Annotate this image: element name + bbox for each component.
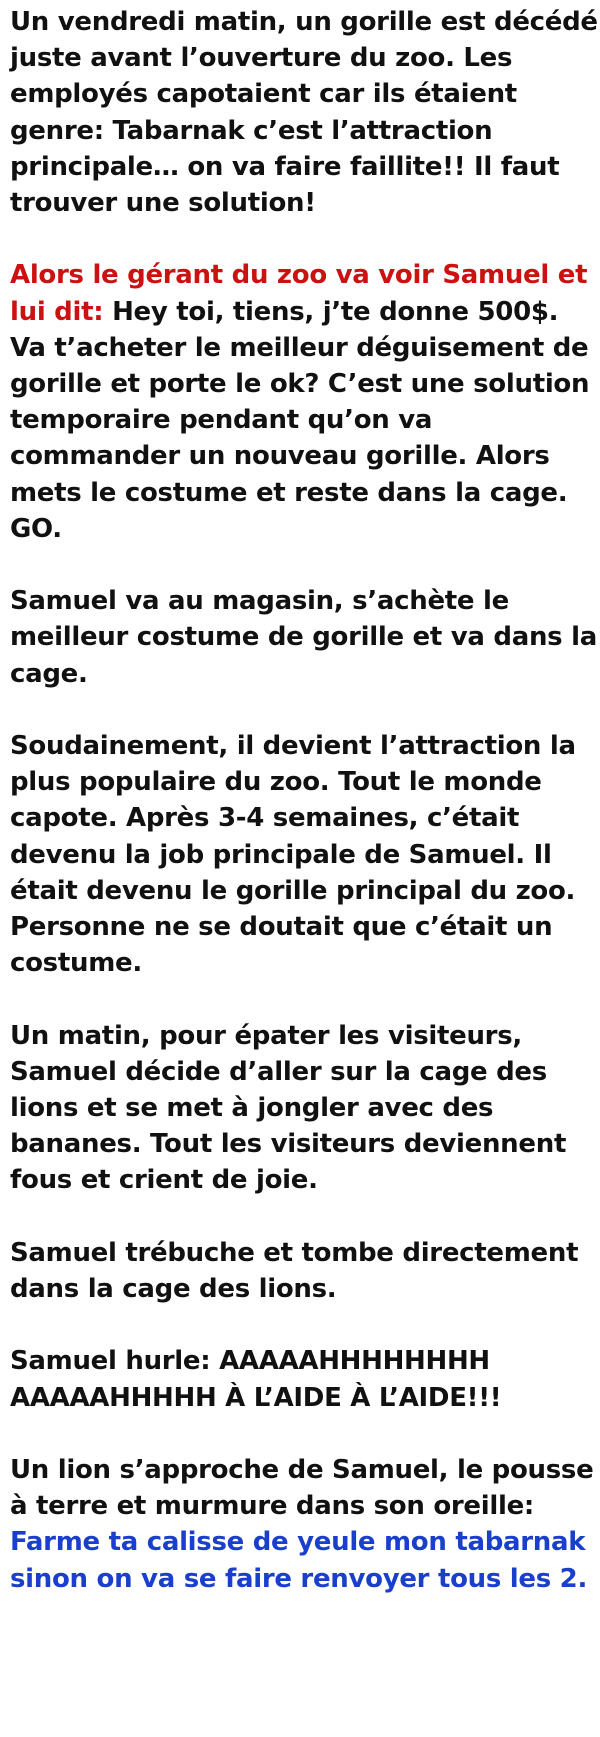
paragraph-7 [10, 1343, 598, 1415]
manager-intro-red: Alors le gérant du zoo va voir Samuel et lui dit: [10, 260, 588, 327]
lion-whisper-blue: Farme ta calisse de yeule mon tabarnak sinon on va se faire renvoyer tous les 2. [10, 1527, 588, 1594]
story-text [10, 4, 598, 1597]
paragraph-8 [10, 1452, 598, 1597]
paragraph-2 [10, 257, 598, 547]
manager-speech: Hey toi, tiens, j’te donne 500$. Va t’acheter le meilleur déguisement de gorille et porte le ok? C’est une solution temporaire pendant qu’on va commander un nouveau gorille. Alors mets le costume et reste dans la cage. GO. [10, 296, 590, 544]
paragraph-7-text: Samuel hurle: AAAAAHHHHHHHH AAAAAHHHHH À L’AIDE À L’AIDE!!! [10, 1346, 502, 1413]
paragraph-5 [10, 1018, 598, 1199]
paragraph-3 [10, 583, 598, 692]
paragraph-6 [10, 1235, 598, 1307]
paragraph-1-text: Un vendredi matin, un gorille est décédé juste avant l’ouverture du zoo. Les employés capotaient car ils étaient genre: Tabarnak c’est l’attraction principale… on va faire faillite!! Il faut trouver une solution! [10, 7, 598, 219]
paragraph-3-text: Samuel va au magasin, s’achète le meilleur costume de gorille et va dans la cage. [10, 586, 597, 689]
paragraph-4 [10, 728, 598, 981]
paragraph-5-text: Un matin, pour épater les visiteurs, Samuel décide d’aller sur la cage des lions et se met à jongler avec des bananes. Tout les visiteurs deviennent fous et crient de joie. [10, 1020, 567, 1196]
paragraph-6-text: Samuel trébuche et tombe directement dans la cage des lions. [10, 1237, 579, 1305]
paragraph-4-text: Soudainement, il devient l’attraction la plus populaire du zoo. Tout le monde capote. Après 3-4 semaines, c’était devenu la job principale de Samuel. Il était devenu le gorille principal du zoo. Personne ne se doutait que c’était un costume. [10, 731, 576, 979]
paragraph-1 [10, 4, 598, 221]
lion-intro: Un lion s’approche de Samuel, le pousse à terre et murmure dans son oreille: [10, 1455, 594, 1522]
